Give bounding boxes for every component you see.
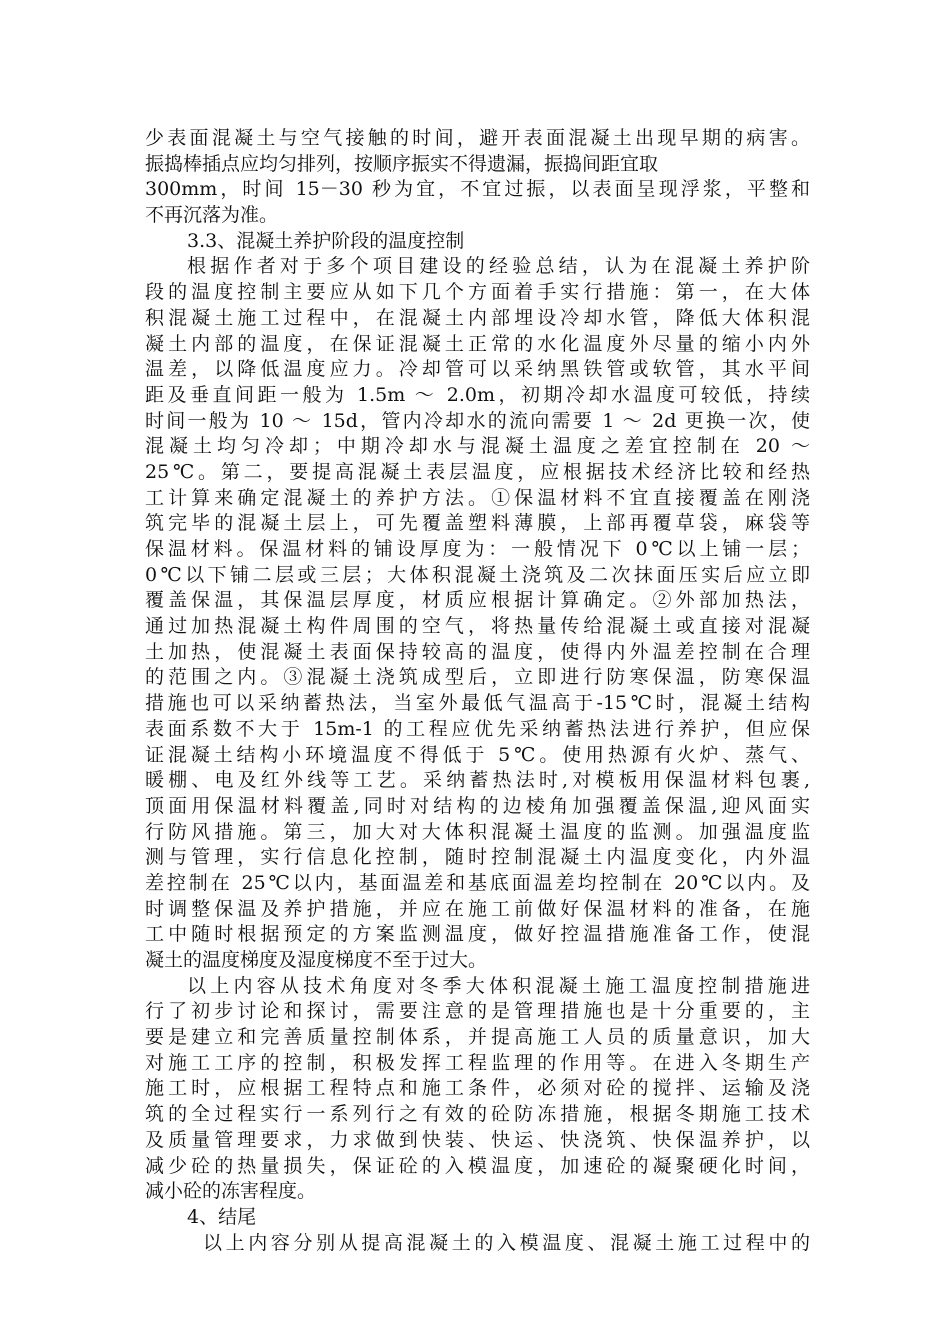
text-line: 通过加热混凝土构件周围的空气，将热量传给混凝土或直接对混凝 bbox=[145, 615, 810, 638]
text-line: 筑的全过程实行一系列行之有效的砼防冻措施，根据冬期施工技术 bbox=[145, 1103, 810, 1126]
text-line: 覆盖保温，其保温层厚度，材质应根据计算确定。②外部加热法， bbox=[145, 589, 810, 612]
document-body bbox=[145, 126, 810, 1256]
text-line: 工计算来确定混凝土的养护方法。①保温材料不宜直接覆盖在刚浇 bbox=[145, 486, 810, 509]
text-line: 0℃以下铺二层或三层；大体积混凝土浇筑及二次抹面压实后应立即 bbox=[145, 563, 810, 586]
text-line: 少表面混凝土与空气接触的时间，避开表面混凝土出现早期的病害。 bbox=[145, 127, 810, 149]
text-line: 减小砼的冻害程度。 bbox=[145, 1180, 317, 1203]
text-line: 筑完毕的混凝土层上，可先覆盖塑料薄膜，上部再覆草袋，麻袋等 bbox=[145, 512, 810, 535]
text-line: 3.3、混凝土养护阶段的温度控制 bbox=[187, 229, 465, 252]
text-line: 措施也可以采纳蓄热法，当室外最低气温高于-15℃时，混凝土结构 bbox=[145, 692, 810, 715]
text-line: 表面系数不大于 15m-1 的工程应优先采纳蓄热法进行养护，但应保 bbox=[145, 717, 810, 740]
text-line: 凝土的温度梯度及湿度梯度不至于过大。 bbox=[145, 949, 488, 971]
text-line: 段的温度控制主要应从如下几个方面着手实行措施：第一，在大体 bbox=[145, 281, 810, 304]
text-line: 保温材料。保温材料的铺设厚度为：一般情况下 0℃以上铺一层； bbox=[145, 538, 810, 560]
text-line: 减少砼的热量损失，保证砼的入模温度，加速砼的凝聚硬化时间， bbox=[145, 1154, 810, 1177]
text-line: 要是建立和完善质量控制体系，并提高施工人员的质量意识，加大 bbox=[145, 1026, 810, 1049]
text-line: 根据作者对于多个项目建设的经验总结，认为在混凝土养护阶 bbox=[187, 255, 810, 278]
text-line: 以上内容分别从提高混凝土的入模温度、混凝土施工过程中的 bbox=[203, 1231, 810, 1254]
text-line: 积混凝土施工过程中，在混凝土内部埋设冷却水管，降低大体积混 bbox=[145, 306, 810, 329]
text-line: 300mm，时间 15－30 秒为宜，不宜过振，以表面呈现浮浆，平整和 bbox=[145, 178, 810, 201]
text-line: 顶面用保温材料覆盖,同时对结构的边棱角加强覆盖保温,迎风面实 bbox=[145, 794, 810, 817]
text-line: 25℃。第二，要提高混凝土表层温度，应根据技术经济比较和经热 bbox=[145, 460, 810, 483]
text-line: 振捣棒插点应均匀排列，按顺序振实不得遗漏，振捣间距宜取 bbox=[145, 152, 659, 175]
text-line: 对施工工序的控制，积极发挥工程监理的作用等。在进入冬期生产 bbox=[145, 1051, 810, 1074]
text-line: 差控制在 25℃以内，基面温差和基底面温差均控制在 20℃以内。及 bbox=[145, 871, 810, 894]
text-line: 行了初步讨论和探讨，需要注意的是管理措施也是十分重要的，主 bbox=[145, 1000, 810, 1023]
text-line: 不再沉落为准。 bbox=[145, 204, 279, 227]
text-line: 距及垂直间距一般为 1.5m ～ 2.0m，初期冷却水温度可较低，持续 bbox=[145, 383, 810, 406]
text-line: 工中随时根据预定的方案监测温度，做好控温措施准备工作，使混 bbox=[145, 923, 810, 946]
text-line: 施工时，应根据工程特点和施工条件，必须对砼的搅拌、运输及浇 bbox=[145, 1077, 810, 1100]
text-line: 及质量管理要求，力求做到快装、快运、快浇筑、快保温养护，以 bbox=[145, 1128, 810, 1151]
text-line: 暖棚、电及红外线等工艺。采纳蓄热法时,对模板用保温材料包裹, bbox=[145, 769, 810, 792]
text-line: 温差，以降低温度应力。冷却管可以采纳黑铁管或软管，其水平间 bbox=[145, 358, 810, 381]
text-line: 4、结尾 bbox=[187, 1205, 257, 1228]
text-line: 混凝土均匀冷却；中期冷却水与混凝土温度之差宜控制在 20 ～ bbox=[145, 435, 810, 458]
text-line: 时间一般为 10 ～ 15d，管内冷却水的流向需要 1 ～ 2d 更换一次，使 bbox=[145, 409, 810, 432]
text-line: 测与管理，实行信息化控制，随时控制混凝土内温度变化，内外温 bbox=[145, 846, 810, 869]
text-line: 凝土内部的温度，在保证混凝土正常的水化温度外尽量的缩小内外 bbox=[145, 332, 810, 355]
text-line: 以上内容从技术角度对冬季大体积混凝土施工温度控制措施进 bbox=[187, 974, 810, 997]
text-line: 行防风措施。第三，加大对大体积混凝土温度的监测。加强温度监 bbox=[145, 820, 810, 843]
text-line: 土加热，使混凝土表面保持较高的温度，使得内外温差控制在合理 bbox=[145, 640, 810, 663]
text-line: 时调整保温及养护措施，并应在施工前做好保温材料的准备，在施 bbox=[145, 897, 810, 920]
text-line: 的范围之内。③混凝土浇筑成型后，立即进行防寒保温，防寒保温 bbox=[145, 666, 810, 689]
text-line: 证混凝土结构小环境温度不得低于 5℃。使用热源有火炉、蒸气、 bbox=[145, 743, 810, 766]
